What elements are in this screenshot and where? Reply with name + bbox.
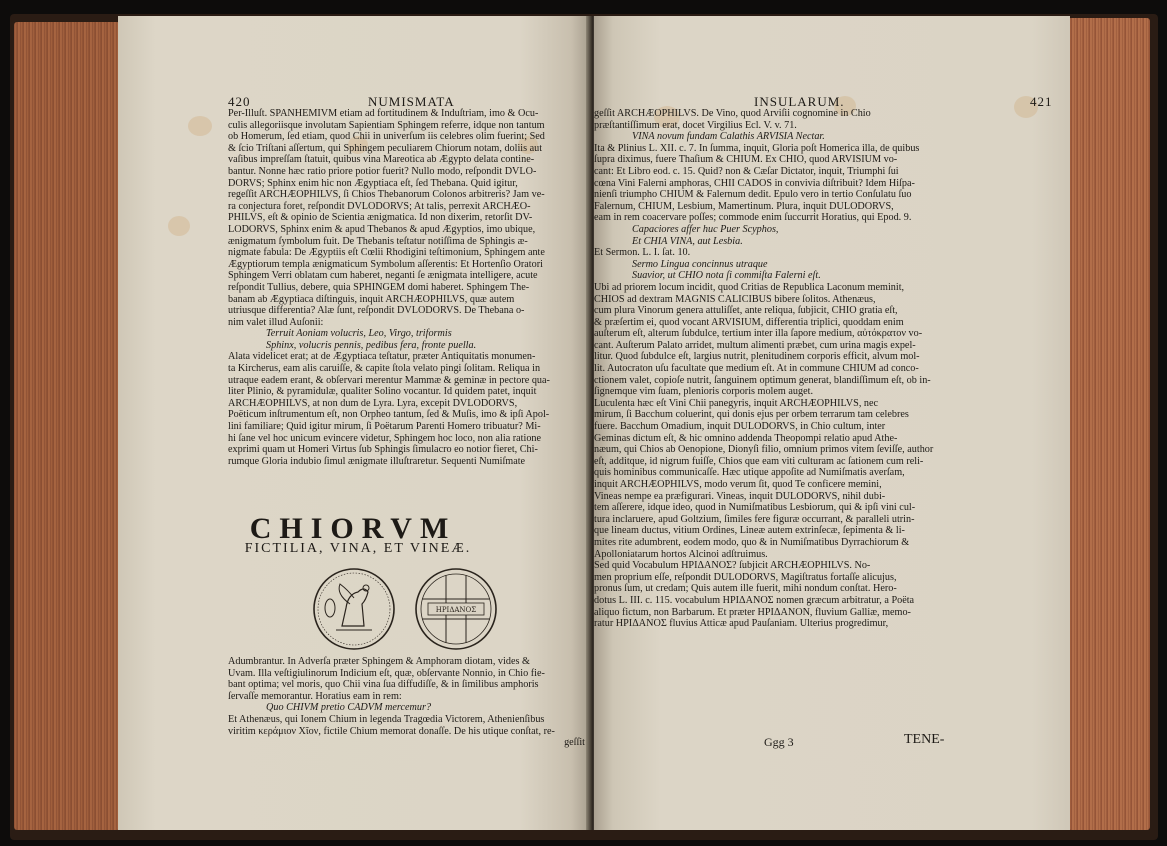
- text-line: bantur. Nonne hæc ratio priore potior fuerit? Nullo modo, reſpondit DVLO-: [228, 165, 537, 177]
- foxing-stain: [188, 116, 212, 136]
- text-line: Adumbrantur. In Adverſa præter Sphingem & Amphoram diotam, vides &: [228, 656, 530, 667]
- verse-line: VINA novum fundam Calathis ARVISIA Nectar.: [632, 131, 825, 143]
- page-number: 421: [1030, 94, 1053, 109]
- text-line: men proprium eſſe, reſpondit DULODORVS, Magiſtratus fortaſſe alicujus,: [594, 571, 897, 583]
- text-line: ctionem valet, copioſe nutrit, ſanguinem optimum generat, blandiſſimum eſt, ob in-: [594, 374, 931, 386]
- coin-legend: ΗΡΙΔΑΝΟΣ: [435, 606, 477, 614]
- text-line: Ubi ad priorem locum incidit, quod Critias de Republica Laconum meminit,: [594, 281, 905, 293]
- text-line: cant: Et Libro eod. c. 15. Quid? non & Cæſar Dictator, inquit, Triumphi ſui: [594, 165, 899, 177]
- left-text-top: [228, 108, 585, 467]
- text-line: regeſſit ARCHÆOPHILVS, ſi Chios Thebanorum Colonos arbitreris? Jam ve-: [228, 189, 545, 201]
- text-line: Geminas dictum eſt, & hic omnino addenda Theopompi relatio apud Athe-: [594, 432, 898, 444]
- text-line: reſpondit Tullius, debere, quia SPHINGEM domi haberet. Sphingem The-: [228, 281, 530, 293]
- text-line: PHILVS, eſt & opinio de Scientia ænigmatica. Id non dixerim, retorſit DV-: [228, 212, 533, 224]
- text-line: Falernum, CHIUM, Lesbium, Mamertinum. Plura, inquit DULODORVS,: [594, 200, 894, 212]
- text-line: Ita & Plinius L. XII. c. 7. In ſumma, inquit, Gloria poſt Homerica illa, de quibus: [594, 142, 920, 154]
- text-line: inquit ARCHÆOPHILVS, modo verum ſit, quod Te conficere memini,: [594, 479, 882, 490]
- text-line: utraque eadem erant, & obſervari merentur Mammæ & geminæ in pectore qua-: [228, 374, 550, 386]
- signature-mark: Ggg 3: [764, 735, 794, 749]
- text-line: mites rite adumbrent, eodem modo, quo & in Numiſmatibus Dyrrachiorum &: [594, 536, 910, 548]
- right-page: [594, 16, 1070, 830]
- text-line: geſſit ARCHÆOPHILVS. De Vino, quod Arviſii cognomine in Chio: [594, 108, 871, 119]
- text-line: cant. Auſterum Palato arridet, multum alimenti præbet, cum urina magis expel-: [594, 339, 916, 351]
- text-line: banam ab Ægyptiaca diſtinguis, inquit ARCHÆOPHILVS, quæ autem: [228, 293, 515, 305]
- text-line: pronus ſum, ut credam; Quis autem ille fuerit, mihi nondum conſtat. Hero-: [594, 583, 897, 595]
- text-line: nim valet illud Auſonii:: [228, 316, 324, 328]
- text-line: que lineam ductus, vitium Ordines, Lineæ autem extrinſecæ, ſepimenta & li-: [594, 525, 905, 537]
- text-line: exprimi quam ut Homeri Virtus ſub Sphingis ſimulacro eo notior fieret, Chi-: [228, 444, 538, 456]
- text-line: mirum, ſi Bacchum coluerint, qui donis ejus per orbem terrarum tam celebres: [594, 409, 909, 421]
- text-line: ſupra diximus, fuere Thaſium & CHIUM. Ex CHIO, quod ARVISIUM vo-: [594, 154, 898, 166]
- text-line: Per-Illuſt. SPANHEMIVM etiam ad fortitudinem & Induſtriam, imo & Ocu-: [228, 108, 539, 119]
- section-heading: CHIORVM: [249, 512, 457, 545]
- text-line: & præſertim ei, quod vocant ARVISIUM, differentia triplici, quoddam enim: [594, 316, 904, 328]
- text-line: LODORVS, Sphinx enim & apud Thebanos & apud Ægyptios, imo ubique,: [228, 223, 536, 235]
- right-page-edges: [1068, 18, 1150, 830]
- text-line: eam in rem coacervare poſſes; commode enim ſuccurrit Horatius, qui Epod. 9.: [594, 212, 912, 224]
- running-head: NUMISMATA: [368, 94, 455, 109]
- text-line: dotus L. III. c. 115. vocabulum ΗΡΙΔΑΝΟΣ nomen græcum arbitratur, a Poëta: [594, 594, 915, 606]
- catchword: geſſit: [564, 737, 585, 749]
- text-line: Luculenta hæc eſt Vini Chii panegyris, inquit ARCHÆOPHILVS, nec: [594, 397, 879, 409]
- text-line: ratur ΗΡΙΔΑΝΟΣ fluvius Atticæ apud Pauſaniam. Ulterius progredimur,: [594, 618, 889, 630]
- text-line: lini familiare; Quid igitur mirum, ſi Poëtarum Parenti Homero tribuatur? Mi-: [228, 421, 541, 433]
- text-line: culis allegoriisque involutam Sapientiam Sphingem referre, idque non tantum: [228, 119, 545, 131]
- text-line: CHIOS ad dextram MAGNIS CALICIBUS bibere ſolitos. Athenæus,: [594, 293, 876, 305]
- page-number: 420: [228, 94, 251, 109]
- text-line: tura inclaruere, apud Goltzium, ſimiles fere figuræ occurrant, & paralleli utrin-: [594, 513, 915, 525]
- text-line: Ægyptiorum templa ænigmaticum Symbolum aſſerentis: Et Hortenſio Oratori: [228, 258, 543, 270]
- text-line: ta Kircherus, eam alis caruiſſe, & capite ſtola velato pingi ſolitam. Reliqua in: [228, 363, 541, 375]
- text-line: Et Athenæus, qui Ionem Chium in legenda Tragœdia Victorem, Athenienſibus: [228, 713, 545, 725]
- coin-obverse-sphinx: [314, 569, 394, 649]
- text-line: tem aſſerere, idque ideo, quod in Numiſmatibus Lesbiorum, qui & ipſi vini cul-: [594, 502, 916, 514]
- right-text: [594, 108, 1044, 630]
- text-line: bant optima; vel moris, quo Chii vina ſua diffudiſſe, & in ſimilibus amphoris: [228, 679, 539, 691]
- text-line: & ſcio Triſtani aſſertum, qui Sphingem peculiarem Chiorum notam, doliis aut: [228, 142, 543, 154]
- text-line: fuere. Bacchum Omadium, inquit DULODORVS, in Chio cultum, inter: [594, 421, 886, 433]
- text-line: vaſibus impreſſam ſtatuit, quibus vina Mareotica ab Ægypto delata contine-: [228, 154, 535, 166]
- text-line: eſt, additque, id nigrum fuiſſe, Chios que eam viti culturam ac ſationem cum reli-: [594, 455, 924, 467]
- left-page-edges: [14, 22, 120, 830]
- verse-line: Terruit Aoniam volucris, Leo, Virgo, triformis: [266, 328, 452, 340]
- text-line: cœna Vini Falerni amphoras, CHII CADOS in convivia diſtribuit? Idem Hiſpa-: [594, 177, 915, 189]
- text-line: DORVS; Sphinx enim hic non Ægyptiaca eſt, ſed Thebana. Quid igitur,: [228, 177, 518, 189]
- text-line: ſervaſſe memorantur. Horatius eam in rem:: [228, 690, 402, 702]
- text-line: ſignemque vim ſuam, plenioris corporis molem auget.: [594, 386, 813, 398]
- text-line: Alata videlicet erat; at de Ægyptiaca teſtatur, præter Antiquitatis monumen-: [228, 351, 536, 363]
- text-line: litur. Quod ſubdulce eſt, largius nutrit, plenitudinem corporis efficit, alvum mol-: [594, 351, 920, 363]
- text-line: nigmate fabula: De Ægyptiis eſt Cœlii Rhodigini teſtimonium, Sphingem ante: [228, 247, 545, 259]
- text-line: Sphingem Verri oblatam cum haberet, neganti ſe ænigmata intelligere, acute: [228, 270, 538, 282]
- text-line: viritim κεράμιον Χῖον, fictile Chium memorat donaſſe. De his utique conſtat, re-: [228, 725, 555, 737]
- text-line: næum, qui Chios ab Oenopione, Dionyſi filio, omnium primos vitem ſeviſſe, author: [594, 444, 934, 456]
- text-line: quis hominibus communicaſſe. Hæc utique appoſite ad Numiſmatis averſam,: [594, 467, 905, 479]
- coin-reverse-vine-grid: [416, 569, 496, 649]
- text-line: aliquo fictum, non Barbarum. Et præter ΗΡΙΔΑΝΟΝ, fluvium Galliæ, memo-: [594, 606, 911, 618]
- text-line: Sed quid Vocabulum ΗΡΙΔΑΝΟΣ? ſubjicit ARCHÆOPHILVS. No-: [594, 560, 871, 572]
- text-line: rumque Gloria indubio ſimul ænigmate illuſtraretur. Sequenti Numiſmate: [228, 455, 526, 467]
- running-head: INSULARUM.: [754, 94, 845, 109]
- foxing-stain: [168, 216, 190, 236]
- text-line: lit. Autocraton uſu facultate que medium eſt. At in commune CHIUM ad conco-: [594, 363, 919, 375]
- text-line: cum plura Vinorum genera attuliſſet, ante reliqua, ſubjicit, CHIO gratia eſt,: [594, 305, 898, 317]
- coin-illustration: [306, 564, 506, 654]
- left-page: [118, 16, 590, 830]
- catchword: TENE-: [904, 732, 945, 747]
- text-line: nienſi triumpho CHIUM & Falernum dedit. Epulo vero in tertio Conſulatu ſuo: [594, 189, 912, 201]
- text-line: Uvam. Illa veſtigiulinorum Indicium eſt, quæ, obſervante Nonnio, in Chio fie-: [228, 667, 545, 679]
- text-line: auſterum eſt, alterum ſubdulce, tertium inter illa ſapore medium, αὐτόκρατον vo-: [594, 328, 923, 340]
- verse-line: Sermo Lingua concinnus utraque: [632, 258, 768, 270]
- verse-line: Suavior, ut CHIO nota ſi commiſta Falerni eſt.: [632, 270, 821, 282]
- verse-line: Et CHIA VINA, aut Lesbia.: [632, 235, 743, 247]
- section-subheading: FICTILIA, VINA, ET VINEÆ.: [244, 541, 472, 556]
- text-line: Apolloniatarum hortos Alcinoi adſtruimus.: [594, 548, 768, 560]
- text-line: Et Sermon. L. I. ſat. 10.: [594, 247, 691, 259]
- verse-line: Capaciores affer huc Puer Scyphos,: [632, 223, 779, 235]
- left-text-bottom: [228, 656, 585, 749]
- text-line: Poëticum inſtrumentum eſt, non Orpheo tantum, ſed & Muſis, imo & ipſi Apol-: [228, 409, 550, 421]
- text-line: Vineas nempe ea præfigurari. Vineas, inquit DULODORVS, nihil dubi-: [594, 490, 886, 502]
- text-line: præſtantiſſimum erat, docet Virgilius Ecl. V. v. 71.: [594, 119, 797, 131]
- verse-line: Sphinx, volucris pennis, pedibus fera, fronte puella.: [266, 339, 477, 351]
- text-line: ob Homerum, ſed etiam, quod Chii in univerſum iis celebres olim fuerint; Sed: [228, 131, 545, 143]
- text-line: utriusque differentia? Alæ ſunt, reſpondit DVLODORVS. De Thebana o-: [228, 305, 525, 317]
- verse-line: Quo CHIVM pretio CADVM mercemur?: [266, 702, 432, 714]
- text-line: hi ſane vel hoc unicum evincere videtur, Sphingem hoc loco, non alia ratione: [228, 432, 542, 444]
- text-line: ARCHÆOPHILVS, at non dum de Lyra. Lyra, excepit DVLODORVS,: [228, 397, 518, 409]
- text-line: liter Plinio, & pyramidulæ, qualiter Solino vocantur. Id quidem patet, inquit: [228, 386, 537, 398]
- text-line: ænigmatum ſymbolum fuit. De Thebanis teſtatur notiſſima de Sphingis æ-: [228, 235, 528, 247]
- text-line: ra conjectura foret, reſpondit DVLODORVS; At talis, perrexit ARCHÆO-: [228, 200, 531, 212]
